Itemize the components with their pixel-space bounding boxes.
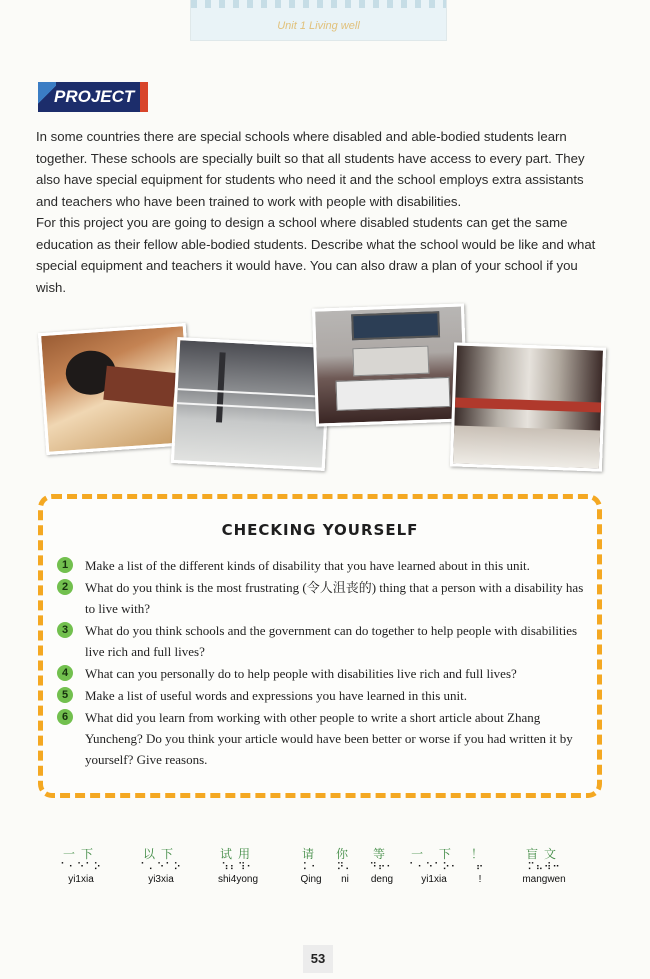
braille-word <box>516 845 572 885</box>
braille-pinyin: yi3xia <box>148 874 174 885</box>
braille-word <box>364 845 400 885</box>
braille-pinyin: shi4yong <box>217 874 259 885</box>
checking-title: CHECKING YOURSELF <box>221 521 419 539</box>
item-number: 1 <box>57 557 73 573</box>
project-paragraph-1: In some countries there are special schools where disabled and able-bodied students learn together. These schools are specially built so that all students have access to every part. They also have special equipment for students who need it and the school employs extra assistants and teachers who have been trained to work with people with disabilities. <box>36 129 585 209</box>
unit-header-band <box>190 0 447 41</box>
braille-chinese: 请 <box>301 847 320 861</box>
braille-dots: ⠖ <box>475 862 485 873</box>
braille-pinyin: yi1xia <box>68 874 94 885</box>
braille-word <box>296 845 326 885</box>
header-pattern <box>191 0 446 8</box>
braille-pinyin: mangwen <box>522 874 566 885</box>
braille-dots: ⠙⠖⠂ <box>369 862 395 873</box>
braille-word <box>56 845 106 885</box>
braille-pinyin: ! <box>478 874 482 885</box>
braille-chinese: 一 下 <box>411 847 457 861</box>
braille-word <box>136 845 186 885</box>
braille-pinyin: deng <box>370 874 394 885</box>
braille-device <box>352 346 429 377</box>
braille-pinyin: ni <box>341 874 349 885</box>
page-number: 53 <box>303 945 333 973</box>
braille-pinyin: yi1xia <box>421 874 447 885</box>
project-badge-label: PROJECT <box>54 87 135 106</box>
braille-examples <box>0 845 650 895</box>
item-text: Make a list of useful words and expressions you have learned in this unit. <box>85 688 467 703</box>
item-text: What can you personally do to help people with disabilities live rich and full lives? <box>85 666 517 681</box>
item-text: What do you think schools and the government can do together to help people with disabilities live rich and full lives? <box>85 623 578 659</box>
photo-braille-equipment <box>312 303 468 426</box>
item-number: 5 <box>57 687 73 703</box>
photo-corridor <box>450 342 606 471</box>
keyboard <box>336 377 451 411</box>
item-number: 4 <box>57 665 73 681</box>
project-badge <box>38 82 148 112</box>
braille-dots: ⠝⠄ <box>336 862 354 873</box>
item-number: 6 <box>57 709 73 725</box>
check-item <box>57 555 589 576</box>
monitor-screen <box>351 311 440 340</box>
braille-chinese: 一下 <box>62 847 99 861</box>
braille-word <box>210 845 266 885</box>
project-paragraph-2: For this project you are going to design a school where disabled students can get the same education as their fellow able-bodied students. Describe what the school would be like and what special equipment and teachers it would have. You can also draw a plan of your school if you wish. <box>36 215 596 295</box>
braille-chinese: ！ <box>470 847 489 861</box>
braille-dots: ⠁⠄⠑⠁⠕ <box>140 862 182 873</box>
photo-student-at-desk <box>38 323 194 455</box>
checking-yourself-box <box>38 494 602 798</box>
item-number: 3 <box>57 622 73 638</box>
railing-bar <box>178 388 326 398</box>
braille-chinese: 以下 <box>142 847 179 861</box>
braille-dots: ⠅⠂ <box>302 862 320 873</box>
braille-chinese: 你 <box>335 847 354 861</box>
braille-dots: ⠱⠆⠹⠂ <box>221 862 255 873</box>
student-arm <box>103 366 176 407</box>
check-item <box>57 620 589 662</box>
unit-title: Unit 1 Living well <box>277 20 360 32</box>
braille-dots: ⠁⠂⠑⠁⠕⠂ <box>409 862 459 873</box>
item-text: Make a list of the different kinds of disability that you have learned about in this unit. <box>85 558 530 573</box>
corridor-stripe <box>455 397 601 412</box>
railing-pillar <box>216 352 226 422</box>
braille-word <box>332 845 358 885</box>
badge-accent <box>140 82 148 112</box>
photo-ramp-railing <box>171 337 331 471</box>
corridor-floor <box>453 425 600 468</box>
braille-chinese: 试用 <box>219 847 256 861</box>
project-description <box>36 126 602 298</box>
check-item <box>57 577 589 619</box>
braille-chinese: 等 <box>372 847 391 861</box>
item-number: 2 <box>57 579 73 595</box>
braille-chinese: 盲文 <box>525 847 562 861</box>
braille-word <box>404 845 464 885</box>
check-item <box>57 663 589 684</box>
check-item <box>57 685 589 706</box>
braille-word <box>470 845 490 885</box>
braille-pinyin: Qing <box>300 874 322 885</box>
item-text: What do you think is the most frustrating (令人沮丧的) thing that a person with a disability has to live with? <box>85 580 584 616</box>
railing-bar <box>177 402 325 412</box>
braille-dots: ⠁⠂⠑⠁⠕ <box>60 862 102 873</box>
check-item <box>57 707 589 770</box>
item-text: What did you learn from working with other people to write a short article about Zhang Yuncheng? Do you think your article would have been better or worse if you had written it by yourself? Give reasons. <box>85 710 573 767</box>
braille-dots: ⠍⠦⠺⠒ <box>527 862 561 873</box>
